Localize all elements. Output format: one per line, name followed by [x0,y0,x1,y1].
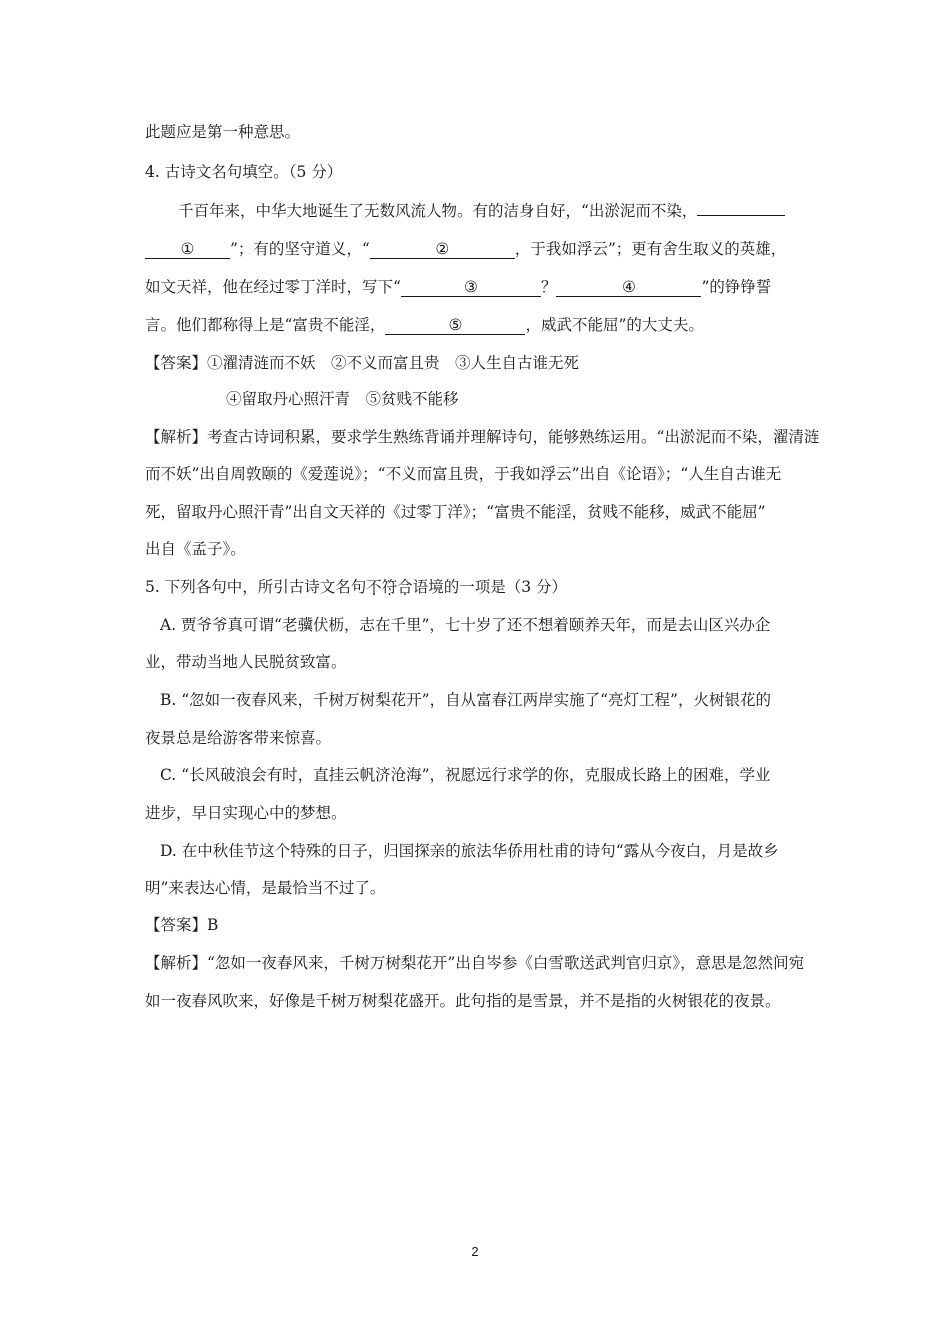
q4-analysis-line-3: 死，留取丹心照汗青”出自文天祥的《过零丁洋》；“富贵不能淫，贫贱不能移，威武不能屈” [145,503,766,521]
q5-option-b-line-2: 夜景总是给游客带来惊喜。 [145,729,332,747]
blank-3: ③ [401,278,541,297]
q5-answer: 【答案】B [145,916,219,934]
q4-passage-line-1: 千百年来，中华大地诞生了无数风流人物。有的洁身自好，“出淤泥而不染， [178,200,785,222]
emphasis-char: 符 [381,578,398,596]
q5-option-a-line-2: 业，带动当地人民脱贫致富。 [145,653,347,671]
previous-answer-tail: 此题应是第一种意思。 [145,123,301,141]
blank-1: ① [145,240,230,259]
blank-5: ⑤ [385,316,525,335]
blank-1-line [697,215,785,216]
q4-analysis-line-1: 【解析】考查古诗词积累，要求学生熟练背诵并理解诗句，能够熟练运用。“出淤泥而不染，濯清涟 [145,428,820,446]
q5-option-d-line-1: D. 在中秋佳节这个特殊的日子，归国探亲的旅法华侨用杜甫的诗句“露从今夜白，月是故乡 [160,842,779,860]
q4-passage-line-3: 如文天祥，他在经过零丁洋时，写下“ ③ ？ ④ ”的铮铮誓 [145,278,772,296]
q4-passage-line-2: ① ”；有的坚守道义，“ ② ，于我如浮云”；更有舍生取义的英雄， [145,238,786,260]
q5-option-a-line-1: A. 贾爷爷真可谓“老骥伏枥，志在千里”，七十岁了还不想着颐养天年，而是去山区兴办企 [160,616,771,634]
q5-option-b-line-1: B. “忽如一夜春风来，千树万树梨花开”，自从富春江两岸实施了“亮灯工程”，火树银花的 [160,691,771,709]
q4-analysis-line-4: 出自《孟子》。 [145,540,246,558]
q4-analysis-line-2: 而不妖”出自周敦颐的《爱莲说》；“不义而富且贵，于我如浮云”出自《论语》；“人生自古谁无 [145,465,782,483]
q4-answer-line-2: ④留取丹心照汗青 ⑤贫贱不能移 [226,390,459,408]
q5-title: 5. 下列各句中，所引古诗文名句不符合语境的一项是（3 分） [145,578,568,596]
q4-passage-line-4: 言。他们都称得上是“富贵不能淫， ⑤ ，威武不能屈”的大丈夫。 [145,316,704,334]
emphasis-char: 不 [366,578,382,596]
page-number: 2 [471,1244,479,1259]
q5-option-d-line-2: 明”来表达心情，是最恰当不过了。 [145,879,386,897]
q4-title: 4. 古诗文名句填空。（5 分） [145,163,343,181]
q5-analysis-line-1: 【解析】“忽如一夜春风来，千树万树梨花开”出自岑参《白雪歌送武判官归京》，意思是忽然间宛 [145,954,805,972]
q5-analysis-line-2: 如一夜春风吹来，好像是千树万树梨花盛开。此句指的是雪景，并不是指的火树银花的夜景。 [145,992,781,1010]
emphasis-char: 合 [397,578,413,596]
q4-answer-line-1: 【答案】①濯清涟而不妖 ②不义而富且贵 ③人生自古谁无死 [145,354,580,372]
blank-4: ④ [556,278,701,297]
blank-2: ② [370,240,515,259]
q5-option-c-line-2: 进步，早日实现心中的梦想。 [145,804,347,822]
q5-option-c-line-1: C. “长风破浪会有时，直挂云帆济沧海”，祝愿远行求学的你，克服成长路上的困难，学业 [160,766,771,784]
